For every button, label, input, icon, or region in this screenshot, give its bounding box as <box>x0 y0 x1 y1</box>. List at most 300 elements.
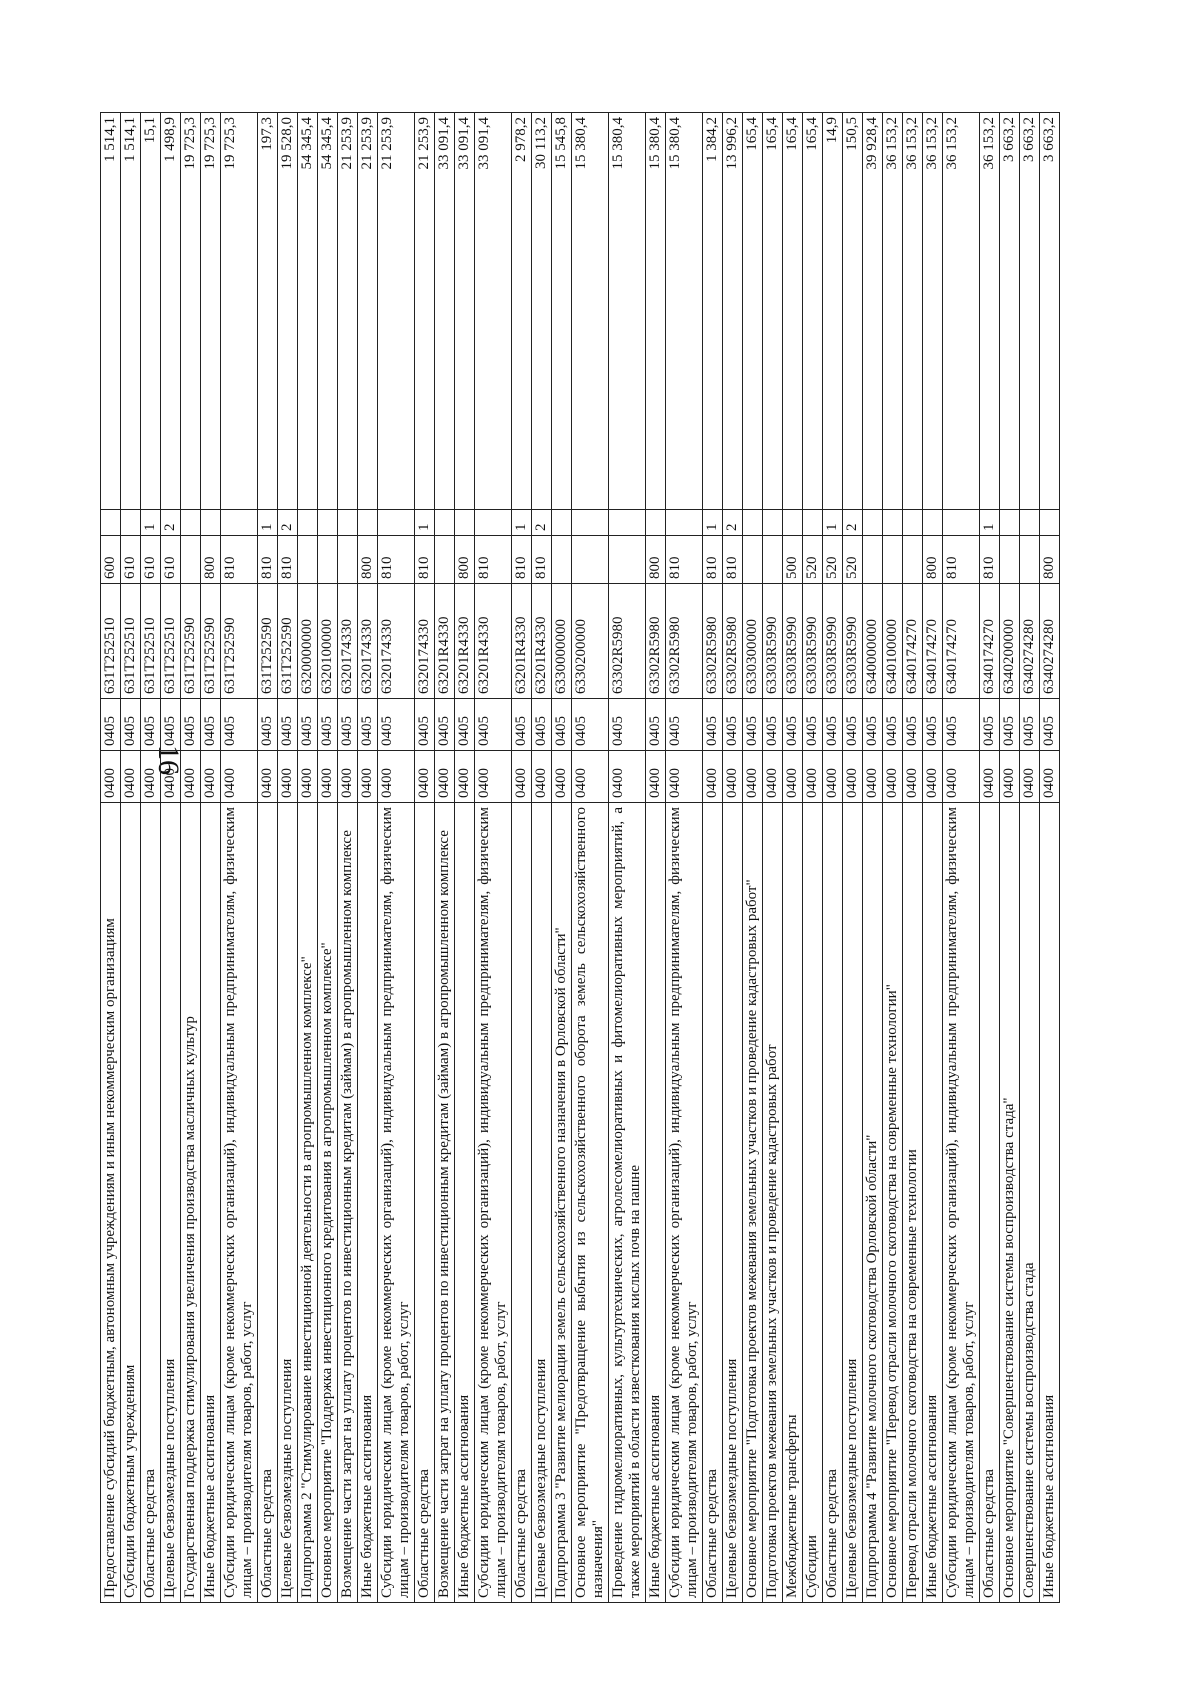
table-row <box>121 113 141 1603</box>
expense-type-code-cell: 610 <box>161 536 181 584</box>
target-item-code-cell: 6340274280 <box>1040 584 1060 699</box>
section-code-cell: 0400 <box>883 751 903 803</box>
row-name-cell: Возмещение части затрат на уплату процентов по инвестиционным кредитам (займам) в агропромышленном комплексе <box>338 803 358 1603</box>
table-row <box>923 113 943 1603</box>
subsection-code-cell: 0405 <box>609 699 646 751</box>
amount-cell: 33 091,4 <box>475 113 512 510</box>
row-name-cell: Областные средства <box>415 803 435 1603</box>
amount-cell: 36 153,2 <box>883 113 903 510</box>
expense-type-code-cell: 520 <box>803 536 823 584</box>
expense-type-code-cell: 810 <box>378 536 415 584</box>
expense-type-code-cell <box>552 536 572 584</box>
subsection-code-cell: 0405 <box>101 699 121 751</box>
target-item-code-cell: 63201R4330 <box>512 584 532 699</box>
expense-type-code-cell <box>572 536 609 584</box>
funding-source-cell: 1 <box>258 510 278 536</box>
funding-source-cell <box>298 510 318 536</box>
target-item-code-cell: 631T252590 <box>181 584 201 699</box>
expense-type-code-cell <box>883 536 903 584</box>
funding-source-cell <box>923 510 943 536</box>
table-row <box>783 113 803 1603</box>
subsection-code-cell: 0405 <box>843 699 863 751</box>
amount-cell: 15,1 <box>141 113 161 510</box>
table-row <box>532 113 552 1603</box>
amount-cell: 36 153,2 <box>943 113 980 510</box>
amount-cell: 1 498,9 <box>161 113 181 510</box>
row-name-cell: Иные бюджетные ассигнования <box>201 803 221 1603</box>
amount-cell: 3 663,2 <box>1000 113 1020 510</box>
page-number: 16 <box>152 745 185 775</box>
target-item-code-cell: 63303R5990 <box>803 584 823 699</box>
funding-source-cell <box>475 510 512 536</box>
row-name-cell: Основное мероприятие "Поддержка инвестиционного кредитования в агропромышленном комплексе" <box>318 803 338 1603</box>
subsection-code-cell: 0405 <box>121 699 141 751</box>
row-name-cell: Совершенствование системы воспроизводства стада <box>1020 803 1040 1603</box>
table-row <box>358 113 378 1603</box>
target-item-code-cell: 6320174330 <box>338 584 358 699</box>
table-row <box>201 113 221 1603</box>
row-name-cell: Межбюджетные трансферты <box>783 803 803 1603</box>
amount-cell: 150,5 <box>843 113 863 510</box>
target-item-code-cell: 631T252510 <box>161 584 181 699</box>
funding-source-cell <box>552 510 572 536</box>
target-item-code-cell: 6330000000 <box>552 584 572 699</box>
expense-type-code-cell <box>435 536 455 584</box>
target-item-code-cell: 6340174270 <box>903 584 923 699</box>
amount-cell: 165,4 <box>783 113 803 510</box>
amount-cell: 36 153,2 <box>923 113 943 510</box>
row-name-cell: Подпрограмма 4 "Развитие молочного скотоводства Орловской области" <box>863 803 883 1603</box>
row-name-cell: Целевые безвозмездные поступления <box>723 803 743 1603</box>
row-name-cell: Субсидии бюджетным учреждениям <box>121 803 141 1603</box>
subsection-code-cell: 0405 <box>572 699 609 751</box>
rotated-table-container <box>100 113 1090 1603</box>
row-name-cell: Подготовка проектов межевания земельных участков и проведение кадастровых работ <box>763 803 783 1603</box>
subsection-code-cell: 0405 <box>278 699 298 751</box>
expense-type-code-cell <box>318 536 338 584</box>
section-code-cell: 0400 <box>1000 751 1020 803</box>
expense-type-code-cell: 810 <box>415 536 435 584</box>
subsection-code-cell: 0405 <box>883 699 903 751</box>
row-name-cell: Областные средства <box>258 803 278 1603</box>
expense-type-code-cell <box>609 536 646 584</box>
funding-source-cell <box>318 510 338 536</box>
budget-table <box>100 112 1060 1603</box>
expense-type-code-cell: 500 <box>783 536 803 584</box>
row-name-cell: Иные бюджетные ассигнования <box>455 803 475 1603</box>
subsection-code-cell: 0405 <box>475 699 512 751</box>
subsection-code-cell: 0405 <box>783 699 803 751</box>
row-name-cell: Иные бюджетные ассигнования <box>358 803 378 1603</box>
table-row <box>703 113 723 1603</box>
section-code-cell: 0400 <box>181 751 201 803</box>
target-item-code-cell: 63303R5990 <box>783 584 803 699</box>
amount-cell: 197,3 <box>258 113 278 510</box>
target-item-code-cell: 6320000000 <box>298 584 318 699</box>
row-name-cell: Предоставление субсидий бюджетным, автономным учреждениям и иным некоммерческим организациям <box>101 803 121 1603</box>
section-code-cell: 0400 <box>298 751 318 803</box>
section-code-cell: 0400 <box>783 751 803 803</box>
expense-type-code-cell <box>863 536 883 584</box>
expense-type-code-cell: 520 <box>843 536 863 584</box>
funding-source-cell <box>221 510 258 536</box>
table-row <box>823 113 843 1603</box>
target-item-code-cell: 6340174270 <box>923 584 943 699</box>
row-name-cell: Областные средства <box>512 803 532 1603</box>
funding-source-cell <box>1040 510 1060 536</box>
row-name-cell: Субсидии юридическим лицам (кроме некоммерческих организаций), индивидуальным предпринимателям, физическим лицам – производителям товаров, работ, услуг <box>221 803 258 1603</box>
target-item-code-cell: 63303R5990 <box>843 584 863 699</box>
section-code-cell: 0400 <box>121 751 141 803</box>
table-row <box>512 113 532 1603</box>
expense-type-code-cell: 810 <box>278 536 298 584</box>
subsection-code-cell: 0405 <box>358 699 378 751</box>
subsection-code-cell: 0405 <box>863 699 883 751</box>
row-name-cell: Субсидии <box>803 803 823 1603</box>
table-row <box>903 113 923 1603</box>
amount-cell: 3 663,2 <box>1020 113 1040 510</box>
expense-type-code-cell: 600 <box>101 536 121 584</box>
subsection-code-cell: 0405 <box>181 699 201 751</box>
subsection-code-cell: 0405 <box>338 699 358 751</box>
expense-type-code-cell: 800 <box>201 536 221 584</box>
funding-source-cell <box>101 510 121 536</box>
section-code-cell: 0400 <box>843 751 863 803</box>
section-code-cell: 0400 <box>532 751 552 803</box>
expense-type-code-cell: 810 <box>666 536 703 584</box>
target-item-code-cell: 6340174270 <box>980 584 1000 699</box>
amount-cell: 21 253,9 <box>415 113 435 510</box>
funding-source-cell: 1 <box>823 510 843 536</box>
expense-type-code-cell <box>903 536 923 584</box>
expense-type-code-cell: 810 <box>221 536 258 584</box>
subsection-code-cell: 0405 <box>1020 699 1040 751</box>
section-code-cell: 0400 <box>646 751 666 803</box>
expense-type-code-cell: 610 <box>141 536 161 584</box>
section-code-cell: 0400 <box>1040 751 1060 803</box>
target-item-code-cell: 6340000000 <box>863 584 883 699</box>
subsection-code-cell: 0405 <box>415 699 435 751</box>
subsection-code-cell: 0405 <box>1000 699 1020 751</box>
table-row <box>572 113 609 1603</box>
funding-source-cell <box>666 510 703 536</box>
expense-type-code-cell <box>743 536 763 584</box>
table-row <box>723 113 743 1603</box>
funding-source-cell <box>1000 510 1020 536</box>
funding-source-cell: 1 <box>141 510 161 536</box>
section-code-cell: 0400 <box>221 751 258 803</box>
table-row <box>552 113 572 1603</box>
table-row <box>435 113 455 1603</box>
amount-cell: 19 725,3 <box>181 113 201 510</box>
funding-source-cell <box>201 510 221 536</box>
table-row <box>1020 113 1040 1603</box>
funding-source-cell <box>455 510 475 536</box>
expense-type-code-cell: 810 <box>943 536 980 584</box>
table-row <box>278 113 298 1603</box>
expense-type-code-cell <box>181 536 201 584</box>
funding-source-cell <box>609 510 646 536</box>
subsection-code-cell: 0405 <box>723 699 743 751</box>
section-code-cell: 0400 <box>475 751 512 803</box>
table-row <box>943 113 980 1603</box>
subsection-code-cell: 0405 <box>980 699 1000 751</box>
funding-source-cell: 2 <box>532 510 552 536</box>
section-code-cell: 0400 <box>863 751 883 803</box>
table-row <box>378 113 415 1603</box>
subsection-code-cell: 0405 <box>378 699 415 751</box>
expense-type-code-cell: 810 <box>532 536 552 584</box>
target-item-code-cell: 6330200000 <box>572 584 609 699</box>
table-row <box>161 113 181 1603</box>
amount-cell: 15 380,4 <box>646 113 666 510</box>
row-name-cell: Областные средства <box>703 803 723 1603</box>
target-item-code-cell: 63201R4330 <box>435 584 455 699</box>
funding-source-cell <box>435 510 455 536</box>
row-name-cell: Целевые безвозмездные поступления <box>278 803 298 1603</box>
table-row <box>475 113 512 1603</box>
expense-type-code-cell <box>338 536 358 584</box>
section-code-cell: 0400 <box>609 751 646 803</box>
row-name-cell: Целевые безвозмездные поступления <box>161 803 181 1603</box>
amount-cell: 19 528,0 <box>278 113 298 510</box>
target-item-code-cell: 6340200000 <box>1000 584 1020 699</box>
amount-cell: 165,4 <box>743 113 763 510</box>
expense-type-code-cell: 810 <box>512 536 532 584</box>
row-name-cell: Возмещение части затрат на уплату процентов по инвестиционным кредитам (займам) в агропромышленном комплексе <box>435 803 455 1603</box>
table-row <box>338 113 358 1603</box>
expense-type-code-cell: 800 <box>923 536 943 584</box>
funding-source-cell: 2 <box>723 510 743 536</box>
subsection-code-cell: 0405 <box>803 699 823 751</box>
amount-cell: 13 996,2 <box>723 113 743 510</box>
amount-cell: 15 545,8 <box>552 113 572 510</box>
row-name-cell: Подпрограмма 3 "Развитие мелиорации земель сельскохозяйственного назначения в Орловской области" <box>552 803 572 1603</box>
section-code-cell: 0400 <box>415 751 435 803</box>
subsection-code-cell: 0405 <box>743 699 763 751</box>
subsection-code-cell: 0405 <box>512 699 532 751</box>
amount-cell: 14,9 <box>823 113 843 510</box>
expense-type-code-cell: 800 <box>646 536 666 584</box>
section-code-cell: 0400 <box>552 751 572 803</box>
amount-cell: 36 153,2 <box>903 113 923 510</box>
section-code-cell: 0400 <box>258 751 278 803</box>
target-item-code-cell: 631T252510 <box>121 584 141 699</box>
funding-source-cell <box>903 510 923 536</box>
expense-type-code-cell: 810 <box>723 536 743 584</box>
section-code-cell: 0400 <box>318 751 338 803</box>
table-row <box>221 113 258 1603</box>
funding-source-cell <box>783 510 803 536</box>
target-item-code-cell: 63302R5980 <box>703 584 723 699</box>
row-name-cell: Основное мероприятие "Предотвращение выбытия из сельскохозяйственного оборота земель сельскохозяйственного назначения" <box>572 803 609 1603</box>
amount-cell: 15 380,4 <box>609 113 646 510</box>
amount-cell: 15 380,4 <box>572 113 609 510</box>
target-item-code-cell: 631T252590 <box>201 584 221 699</box>
target-item-code-cell: 6320174330 <box>358 584 378 699</box>
expense-type-code-cell: 810 <box>475 536 512 584</box>
subsection-code-cell: 0405 <box>455 699 475 751</box>
amount-cell: 21 253,9 <box>338 113 358 510</box>
target-item-code-cell: 6320100000 <box>318 584 338 699</box>
expense-type-code-cell: 520 <box>823 536 843 584</box>
subsection-code-cell: 0405 <box>646 699 666 751</box>
funding-source-cell <box>743 510 763 536</box>
table-row <box>258 113 278 1603</box>
table-row <box>1000 113 1020 1603</box>
table-row <box>666 113 703 1603</box>
funding-source-cell <box>572 510 609 536</box>
subsection-code-cell: 0405 <box>763 699 783 751</box>
target-item-code-cell: 63201R4330 <box>455 584 475 699</box>
funding-source-cell <box>763 510 783 536</box>
expense-type-code-cell: 800 <box>455 536 475 584</box>
amount-cell: 165,4 <box>803 113 823 510</box>
table-row <box>455 113 475 1603</box>
row-name-cell: Проведение гидромелиоративных, культуртехнических, агролесомелиоративных и фитомелиоративных мероприятий, а также мероприятий в области известкования кислых почв на пашне <box>609 803 646 1603</box>
expense-type-code-cell: 800 <box>1040 536 1060 584</box>
subsection-code-cell: 0405 <box>258 699 278 751</box>
row-name-cell: Целевые безвозмездные поступления <box>843 803 863 1603</box>
expense-type-code-cell <box>298 536 318 584</box>
row-name-cell: Основное мероприятие "Перевод отрасли молочного скотоводства на современные технологии" <box>883 803 903 1603</box>
subsection-code-cell: 0405 <box>1040 699 1060 751</box>
table-row <box>883 113 903 1603</box>
funding-source-cell: 1 <box>415 510 435 536</box>
target-item-code-cell: 631T252590 <box>258 584 278 699</box>
subsection-code-cell: 0405 <box>943 699 980 751</box>
row-name-cell: Перевод отрасли молочного скотоводства на современные технологии <box>903 803 923 1603</box>
target-item-code-cell: 63302R5980 <box>666 584 703 699</box>
amount-cell: 36 153,2 <box>980 113 1000 510</box>
table-row <box>803 113 823 1603</box>
table-row <box>1040 113 1060 1603</box>
funding-source-cell <box>943 510 980 536</box>
funding-source-cell <box>378 510 415 536</box>
amount-cell: 15 380,4 <box>666 113 703 510</box>
table-row <box>646 113 666 1603</box>
row-name-cell: Основное мероприятие "Совершенствование системы воспроизводства стада" <box>1000 803 1020 1603</box>
target-item-code-cell: 631T252590 <box>221 584 258 699</box>
funding-source-cell <box>646 510 666 536</box>
subsection-code-cell: 0405 <box>161 699 181 751</box>
target-item-code-cell: 63201R4330 <box>532 584 552 699</box>
table-row <box>863 113 883 1603</box>
section-code-cell: 0400 <box>723 751 743 803</box>
table-row <box>298 113 318 1603</box>
section-code-cell: 0400 <box>512 751 532 803</box>
section-code-cell: 0400 <box>378 751 415 803</box>
row-name-cell: Областные средства <box>141 803 161 1603</box>
amount-cell: 165,4 <box>763 113 783 510</box>
row-name-cell: Субсидии юридическим лицам (кроме некоммерческих организаций), индивидуальным предпринимателям, физическим лицам – производителям товаров, работ, услуг <box>666 803 703 1603</box>
section-code-cell: 0400 <box>923 751 943 803</box>
amount-cell: 1 384,2 <box>703 113 723 510</box>
subsection-code-cell: 0405 <box>666 699 703 751</box>
subsection-code-cell: 0405 <box>141 699 161 751</box>
table-row <box>743 113 763 1603</box>
expense-type-code-cell: 810 <box>980 536 1000 584</box>
funding-source-cell: 2 <box>843 510 863 536</box>
target-item-code-cell: 6340174270 <box>943 584 980 699</box>
section-code-cell: 0400 <box>435 751 455 803</box>
subsection-code-cell: 0405 <box>552 699 572 751</box>
funding-source-cell <box>1020 510 1040 536</box>
row-name-cell: Субсидии юридическим лицам (кроме некоммерческих организаций), индивидуальным предпринимателям, физическим лицам – производителям товаров, работ, услуг <box>378 803 415 1603</box>
section-code-cell: 0400 <box>141 751 161 803</box>
funding-source-cell <box>883 510 903 536</box>
target-item-code-cell: 63302R5980 <box>646 584 666 699</box>
row-name-cell: Иные бюджетные ассигнования <box>646 803 666 1603</box>
expense-type-code-cell: 800 <box>358 536 378 584</box>
target-item-code-cell: 63302R5980 <box>723 584 743 699</box>
section-code-cell: 0400 <box>666 751 703 803</box>
target-item-code-cell: 631T252590 <box>278 584 298 699</box>
section-code-cell: 0400 <box>1020 751 1040 803</box>
table-row <box>763 113 783 1603</box>
row-name-cell: Подпрограмма 2 "Стимулирование инвестиционной деятельности в агропромышленном комплексе" <box>298 803 318 1603</box>
target-item-code-cell: 631T252510 <box>101 584 121 699</box>
target-item-code-cell: 63303R5990 <box>763 584 783 699</box>
row-name-cell: Целевые безвозмездные поступления <box>532 803 552 1603</box>
section-code-cell: 0400 <box>278 751 298 803</box>
expense-type-code-cell: 810 <box>703 536 723 584</box>
section-code-cell: 0400 <box>703 751 723 803</box>
amount-cell: 1 514,1 <box>101 113 121 510</box>
target-item-code-cell: 6340274280 <box>1020 584 1040 699</box>
table-row <box>141 113 161 1603</box>
row-name-cell: Иные бюджетные ассигнования <box>923 803 943 1603</box>
subsection-code-cell: 0405 <box>923 699 943 751</box>
section-code-cell: 0400 <box>201 751 221 803</box>
subsection-code-cell: 0405 <box>298 699 318 751</box>
row-name-cell: Основное мероприятие "Подготовка проектов межевания земельных участков и проведение кадастровых работ" <box>743 803 763 1603</box>
section-code-cell: 0400 <box>743 751 763 803</box>
subsection-code-cell: 0405 <box>903 699 923 751</box>
subsection-code-cell: 0405 <box>221 699 258 751</box>
funding-source-cell <box>803 510 823 536</box>
row-name-cell: Областные средства <box>980 803 1000 1603</box>
funding-source-cell: 1 <box>980 510 1000 536</box>
subsection-code-cell: 0405 <box>435 699 455 751</box>
amount-cell: 21 253,9 <box>378 113 415 510</box>
row-name-cell: Государственная поддержка стимулирования увеличения производства масличных культур <box>181 803 201 1603</box>
amount-cell: 19 725,3 <box>221 113 258 510</box>
subsection-code-cell: 0405 <box>201 699 221 751</box>
funding-source-cell <box>358 510 378 536</box>
expense-type-code-cell <box>1020 536 1040 584</box>
section-code-cell: 0400 <box>980 751 1000 803</box>
expense-type-code-cell <box>763 536 783 584</box>
table-row <box>181 113 201 1603</box>
table-row <box>980 113 1000 1603</box>
amount-cell: 54 345,4 <box>298 113 318 510</box>
expense-type-code-cell: 810 <box>258 536 278 584</box>
row-name-cell: Иные бюджетные ассигнования <box>1040 803 1060 1603</box>
amount-cell: 33 091,4 <box>455 113 475 510</box>
section-code-cell: 0400 <box>338 751 358 803</box>
expense-type-code-cell: 610 <box>121 536 141 584</box>
target-item-code-cell: 63201R4330 <box>475 584 512 699</box>
funding-source-cell: 2 <box>161 510 181 536</box>
funding-source-cell <box>121 510 141 536</box>
subsection-code-cell: 0405 <box>532 699 552 751</box>
funding-source-cell: 1 <box>512 510 532 536</box>
subsection-code-cell: 0405 <box>318 699 338 751</box>
section-code-cell: 0400 <box>358 751 378 803</box>
target-item-code-cell: 631T252510 <box>141 584 161 699</box>
amount-cell: 33 091,4 <box>435 113 455 510</box>
